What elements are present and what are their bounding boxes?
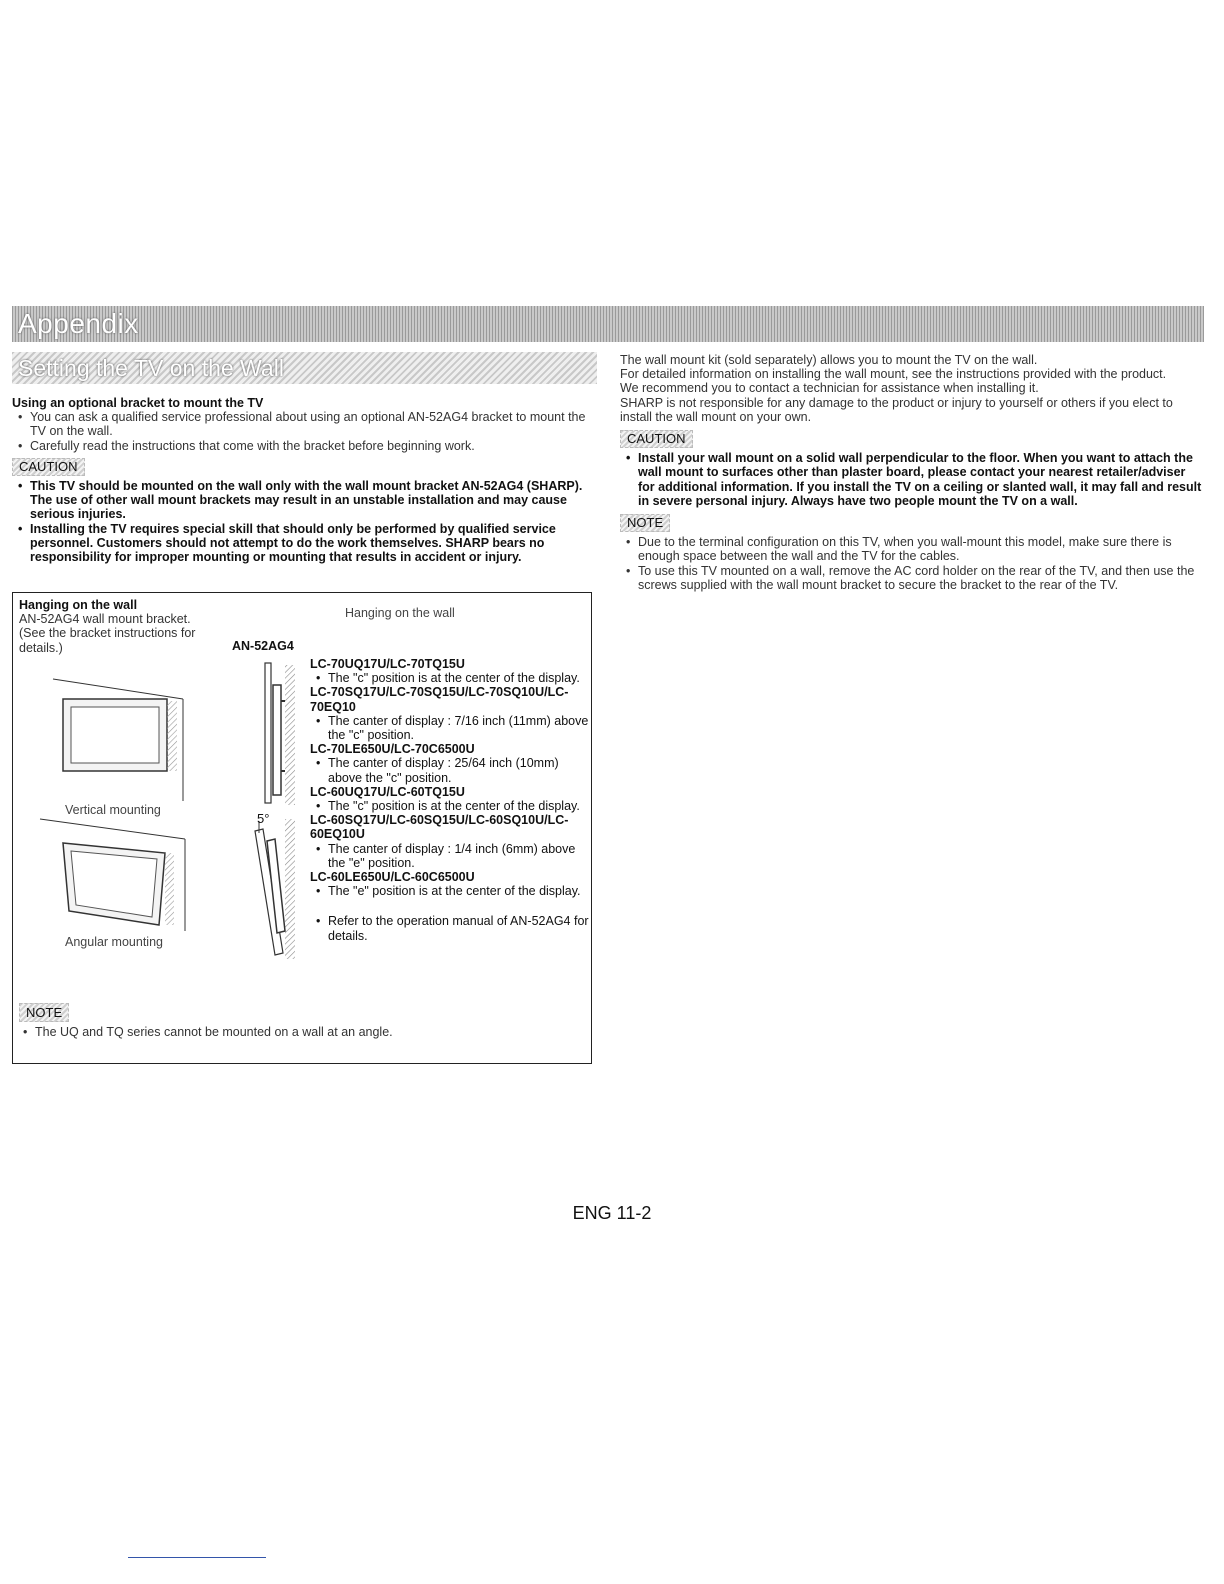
appendix-banner — [12, 306, 1204, 342]
caution-badge: CAUTION — [620, 430, 693, 448]
left-column — [12, 396, 592, 564]
bracket-bullets — [12, 410, 592, 453]
list-item: • You can ask a qualified service professional about using an optional AN-52AG4 bracket to mount the TV on the wall. — [12, 410, 592, 438]
list-item: • Due to the terminal configuration on this TV, when you wall-mount this model, make sure there is enough space between the wall and the TV for the cables. — [620, 535, 1202, 563]
list-item: • Carefully read the instructions that come with the bracket before beginning work. — [12, 439, 592, 453]
model-note: • The "c" position is at the center of the display. — [310, 799, 590, 813]
model-list — [310, 657, 590, 943]
caution-list — [12, 479, 592, 564]
model-note: • The "e" position is at the center of the display. — [310, 884, 590, 898]
refer-note: • Refer to the operation manual of AN-52AG4 for details. — [310, 914, 590, 942]
note-badge: NOTE — [19, 1003, 69, 1022]
intro-line: We recommend you to contact a technician for assistance when installing it. — [620, 381, 1039, 396]
model-name: LC-70UQ17U/LC-70TQ15U — [310, 657, 465, 671]
vertical-caption: Vertical mounting — [65, 803, 161, 817]
model-note: • The canter of display : 1/4 inch (6mm) above the "e" position. — [310, 842, 590, 870]
right-caution-list — [620, 451, 1202, 508]
angle-label: 5° — [257, 811, 270, 826]
intro-line: SHARP is not responsible for any damage to the product or injury to yourself or others if you elect to install the wall mount on your own. — [620, 395, 1173, 424]
box-title: Hanging on the wall — [19, 598, 138, 612]
list-item: • To use this TV mounted on a wall, remove the AC cord holder on the rear of the TV, and then use the screws supplied with the wall mount bracket to secure the bracket to the rear of the TV. — [620, 564, 1202, 592]
appendix-title: Appendix — [18, 308, 139, 339]
model-name: LC-60SQ17U/LC-60SQ15U/LC-60SQ10U/LC-60EQ10U — [310, 813, 569, 842]
right-note-list — [620, 535, 1202, 592]
footer-rule — [128, 1557, 266, 1558]
list-item: • Install your wall mount on a solid wall perpendicular to the floor. When you want to attach the wall mount to surfaces other than plaster board, please contact your nearest retailer/adviser for additional information. If you install the TV on a ceiling or slanted wall, it may fall and result in severe personal injury. Always have two people mount the TV on a wall. — [620, 451, 1202, 508]
box-desc: AN-52AG4 wall mount bracket. (See the bracket instructions for details.) — [19, 612, 196, 655]
center-title: Hanging on the wall — [345, 606, 455, 620]
model-name: LC-70LE650U/LC-70C6500U — [310, 742, 475, 757]
angular-mounting-illustration — [35, 813, 205, 943]
model-note: • The "c" position is at the center of the display. — [310, 671, 590, 685]
model-note: • The canter of display : 7/16 inch (11mm) above the "c" position. — [310, 714, 590, 742]
model-name: LC-70SQ17U/LC-70SQ15U/LC-70SQ10U/LC-70EQ10 — [310, 685, 569, 714]
section-title: Setting the TV on the Wall — [18, 355, 284, 381]
bracket-model: AN-52AG4 — [232, 639, 294, 653]
list-item: • This TV should be mounted on the wall only with the wall mount bracket AN-52AG4 (SHARP). The use of other wall mount brackets may result in an unstable installation and may cause serious injuries. — [12, 479, 592, 522]
note-badge: NOTE — [620, 514, 670, 532]
list-item: • Installing the TV requires special skill that should only be performed by qualified service personnel. Customers should not attempt to do the work themselves. SHARP bears no responsibility for improper mounting or mounting that results in accident or injury. — [12, 522, 592, 565]
right-column — [620, 353, 1202, 592]
page-number: ENG 11-2 — [572, 1203, 652, 1223]
intro-line: The wall mount kit (sold separately) allows you to mount the TV on the wall. — [620, 353, 1038, 367]
box-intro — [19, 598, 219, 655]
model-name: LC-60UQ17U/LC-60TQ15U — [310, 784, 465, 799]
model-name: LC-60LE650U/LC-60C6500U — [310, 870, 475, 885]
intro-line: For detailed information on installing the wall mount, see the instructions provided with the product. — [620, 367, 1167, 382]
model-note: • The canter of display : 25/64 inch (10mm) above the "c" position. — [310, 756, 590, 784]
box-note-text: • The UQ and TQ series cannot be mounted on a wall at an angle. — [17, 1025, 595, 1039]
angular-caption: Angular mounting — [65, 935, 163, 949]
caution-badge: CAUTION — [12, 458, 85, 476]
vertical-mounting-illustration — [43, 671, 203, 811]
bracket-heading: Using an optional bracket to mount the TV — [12, 396, 264, 410]
hanging-box — [12, 592, 592, 1064]
